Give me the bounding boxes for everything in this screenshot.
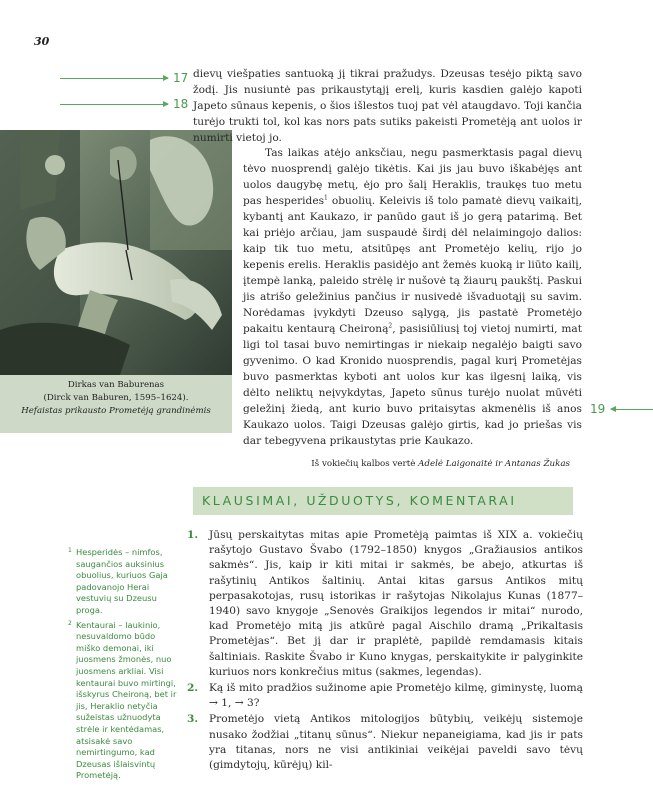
painting-illustration (0, 130, 232, 375)
section-title: KLAUSIMAI, UŽDUOTYS, KOMENTARAI (202, 493, 517, 508)
caption-box (0, 375, 232, 433)
line-marker-19 (590, 402, 653, 416)
question-item: 1. Jūsų perskaitytas mitas apie Prometėją paimtas iš XIX a. vokiečių rašytojo Gustavo Švabo (1792–1850) knygos „Gražiausios antikos sakmės“. Jis, kaip ir kiti mitai ir sakmės, be abejo, atkurtas iš rašytinių Antikos šaltinių. Antai kitas garsus Antikos mitų perpasakotojas, rusų istorikas ir rašytojas Nikolajus Kunas (1877–1940) savo knygoje „Senovės Graikijos legendos ir mitai“ nurodo, kad Prometėjo mitą jis atkūrė pagal Aischilo dramą „Prikaltasis Prometėjas“. Bet jį dar ir praplėtė, papildė remdamasis kitais šaltiniais. Raskite Švabo ir Kuno knygas, perskaitykite ir palyginkite kuriuos nors konkrečius mitus (sakmes, legendas). (187, 529, 583, 678)
caption-artist: Dirkas van Baburenas (67, 380, 165, 390)
story-text: Tas laikas atėjo anksčiau, negu pasmerktasis pagal dievų tėvo nuosprendį galėjo tikėtis. Kai jis jau buvo iškabėjęs ant uolos daugybę metų, ėjo pro šalį Heraklis, traukęs tuo metu pas hesperides (243, 147, 582, 207)
glossary-item: 2 Kentaurai – laukinio, nesuvaldomo būdo miško demonai, iki juosmens žmonės, nuo juosmens arkliai. Visi kentaurai buvo mirtingi, išskyrus Cheironą, bet ir jis, Heraklio netyčia sužeistas užnuodyta strėle ir kentėdamas, atsisakė savo nemirtingumo, kad Dzeusas išlaisvintų Prometėją. (68, 619, 177, 781)
painting-caption (0, 375, 232, 418)
story-paragraph-2 (243, 145, 582, 449)
caption-dates: (Dirck van Baburen, 1595–1624). (43, 393, 189, 403)
line-number: 19 (590, 402, 606, 416)
line-marker-18 (60, 97, 188, 111)
question-item: 2. Ką iš mito pradžios sužinome apie Prometėjo kilmę, giminystę, luomą → 1, → 3? (187, 682, 583, 710)
glossary (68, 547, 180, 785)
story-text: obuolių. Keleivis iš tolo pamatė dievų vaikaitį, kybantį ant Kaukazo, ir panūdo gaut iš jo gerą patarimą. Bet kai priėjo arčiau, jam suspaudė širdį dėl nelaimingojo dalios: kaip tik tuo metu, atsitūpęs ant Prometėjo kelių, rijo jo kepenis erelis. Heraklis pasidėjo ant žemės kuoką ir liūto kailį, įtempė lanką, paleido strėlę ir nušovė tą žiaurų paukštį. Paskui jis atrišo geležinius pančius ir nusivedė išvaduotąjį su savim. Norėdamas įvykdyti Dzeuso sąlygą, jis pastatė Prometėjo pakaitu kentaurą Cheironą (243, 195, 583, 335)
glossary-item: 1 Hesperidės – nimfos, saugančios auksinius obuolius, kuriuos Gaja padovanojo Herai vestuvių su Dzeusu proga. (68, 547, 168, 615)
arrow-right-icon (60, 104, 168, 105)
story-paragraph-1: dievų viešpaties santuoką jį tikrai pražudys. Dzeusas tesėjo piktą savo žodį. Jis nusiuntė pas prikaustytąjį erelį, kuris kasdien galėjo kapoti Japeto sūnaus kepenis, o šios išlestos tuoj pat vėl ataugdavo. Toji kančia turėjo trukti tol, kol kas nors pats sutiks pakeisti Prometėją ant uolos ir numirti vietoj jo. (193, 68, 582, 144)
painting-image (0, 130, 232, 375)
story-text: , pasisiūliusį toj vietoj numirti, mat ligi tol tasai buvo nemirtingas ir niekaip negalėjo baigti savo gyvenimo. O kad Kronido nuosprendis, pagal kurį Prometėjas buvo pasmerktas kyboti ant uolos kur kas ilgesnį laiką, vis dėlto neliktų neįvykdytas, Japeto sūnus turėjo nuolat mūvėti geležinį žiedą, ant kurio buvo pritaisytas akmenėlis iš anos Kaukazo uolos. Taigi Dzeusas galėjo girtis, kad jo priešas vis dar tebegyvena prikaustytas prie Kaukazo. (243, 323, 582, 447)
question-item: 3. Prometėjo vietą Antikos mitologijos būtybių, veikėjų sistemoje nusako žodžiai „titanų sūnus“. Niekur nepaneigiama, kad jis ir pats yra titanas, nors ne visi antikiniai veikėjai paveldi savo tėvų (gimdytojų, kūrėjų) kil- (187, 713, 583, 772)
line-number: 18 (173, 97, 189, 111)
translator-credit: Iš vokiečių kalbos vertė Adelė Laigonaitė ir Antanas Žukas (311, 459, 570, 469)
footnote-ref: 1 (324, 194, 328, 202)
arrow-right-icon (60, 78, 168, 79)
questions-list (187, 528, 583, 774)
line-number: 17 (173, 71, 189, 85)
arrow-left-icon (611, 409, 653, 410)
page-number: 30 (34, 35, 50, 48)
footnote-ref: 2 (388, 322, 393, 330)
caption-title: Hefaistas prikausto Prometėją grandinėmis (21, 406, 211, 416)
line-marker-17 (60, 71, 188, 85)
